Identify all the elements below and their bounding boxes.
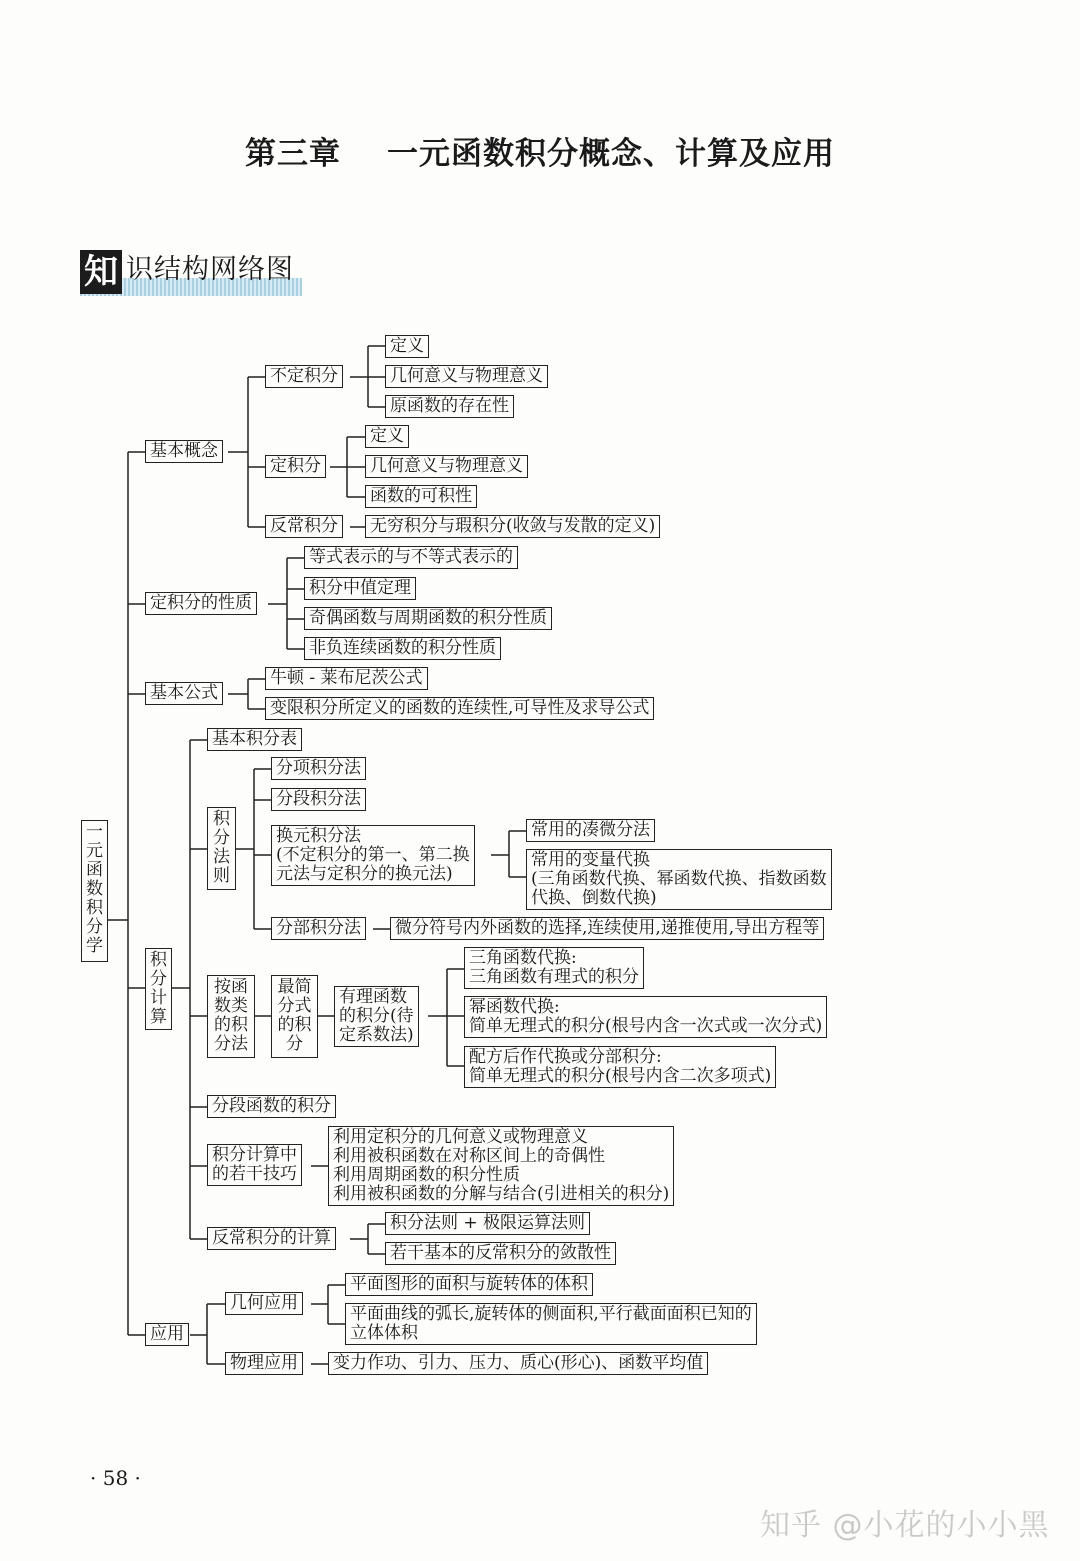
node-application: 应用 — [145, 1323, 189, 1346]
node-power — [464, 996, 827, 1038]
node-simplest: 最简分式的积分 — [271, 975, 318, 1058]
techniques-line-2: 的若干技巧 — [212, 1164, 297, 1184]
node-basic-concepts: 基本概念 — [145, 440, 223, 463]
node-substitution — [271, 825, 475, 886]
node-improper: 反常积分 — [265, 515, 343, 538]
node-improper-calc-1: 积分法则 + 极限运算法则 — [385, 1212, 590, 1235]
complete-square-line-1: 配方后作代换或分部积分: — [469, 1047, 662, 1067]
node-def-geo: 几何意义与物理意义 — [365, 455, 528, 478]
node-newton: 牛顿 - 莱布尼茨公式 — [265, 667, 428, 690]
node-improper-calc: 反常积分的计算 — [207, 1227, 336, 1250]
power-line-2: 简单无理式的积分(根号内含一次式或一次分式) — [469, 1016, 823, 1036]
trig-line-1: 三角函数代换: — [469, 948, 577, 968]
node-term: 分项积分法 — [271, 757, 366, 780]
node-by-class: 按函数类的积分法 — [207, 975, 255, 1058]
node-improper-calc-2: 若干基本的反常积分的敛散性 — [385, 1242, 616, 1265]
node-prop-3: 奇偶函数与周期函数的积分性质 — [304, 607, 552, 630]
techniques-line-1: 积分计算中 — [212, 1145, 297, 1165]
complete-square-line-2: 简单无理式的积分(根号内含二次多项式) — [469, 1066, 772, 1086]
node-indefinite: 不定积分 — [265, 365, 343, 388]
node-segment: 分段积分法 — [271, 788, 366, 811]
common-var-line-2: (三角函数代换、幂函数代换、指数函数 — [531, 869, 827, 889]
node-basic-table: 基本积分表 — [207, 728, 302, 751]
node-calculation: 积分计算 — [145, 948, 172, 1030]
substitution-line-1: 换元积分法 — [276, 826, 361, 846]
technique-3: 利用周期函数的积分性质 — [333, 1165, 520, 1185]
node-parts: 分部积分法 — [271, 917, 366, 940]
power-line-1: 幂函数代换: — [469, 997, 560, 1017]
page-number: · 58 · — [90, 1466, 141, 1490]
watermark: 知乎 @小花的小小黑 — [760, 1508, 1050, 1543]
node-properties: 定积分的性质 — [145, 592, 257, 615]
node-phys-1: 变力作功、引力、压力、质心(形心)、函数平均值 — [328, 1352, 708, 1375]
node-rules: 积分法则 — [207, 807, 236, 890]
node-definite: 定积分 — [265, 455, 326, 478]
node-complete-square — [464, 1046, 776, 1088]
chapter-number: 第三章 — [245, 136, 341, 172]
technique-2: 利用被积函数在对称区间上的奇偶性 — [333, 1146, 605, 1166]
trig-line-2: 三角函数有理式的积分 — [469, 967, 639, 987]
node-prop-2: 积分中值定理 — [304, 577, 416, 600]
node-rational — [334, 986, 419, 1047]
rational-line-3: 定系数法) — [339, 1025, 414, 1045]
node-indef-geo: 几何意义与物理意义 — [385, 365, 548, 388]
rational-line-2: 的积分(待 — [339, 1006, 414, 1026]
node-common-diff: 常用的凑微分法 — [526, 819, 655, 842]
node-def-def: 定义 — [365, 425, 409, 448]
root-node: 一元函数积分学 — [81, 820, 108, 962]
node-geo-2 — [345, 1303, 757, 1345]
technique-4: 利用被积函数的分解与结合(引进相关的积分) — [333, 1184, 670, 1204]
substitution-line-3: 元法与定积分的换元法) — [276, 864, 453, 884]
technique-1: 利用定积分的几何意义或物理意义 — [333, 1127, 588, 1147]
geo-2-line-1: 平面曲线的弧长,旋转体的侧面积,平行截面面积已知的 — [350, 1304, 752, 1324]
common-var-line-3: 代换、倒数代换) — [531, 888, 657, 908]
node-techniques — [207, 1144, 302, 1186]
rational-line-1: 有理函数 — [339, 987, 407, 1007]
node-indef-exist: 原函数的存在性 — [385, 395, 514, 418]
substitution-line-2: (不定积分的第一、第二换 — [276, 845, 470, 865]
node-variable-limit: 变限积分所定义的函数的连续性,可导性及求导公式 — [265, 697, 654, 720]
node-piecewise: 分段函数的积分 — [207, 1095, 336, 1118]
section-first-char: 知 — [80, 250, 122, 294]
node-geo-app: 几何应用 — [225, 1292, 303, 1315]
node-geo-1: 平面图形的面积与旋转体的体积 — [345, 1273, 593, 1296]
section-title-rest: 识结构网络图 — [126, 254, 294, 285]
node-trig — [464, 947, 644, 989]
node-common-var — [526, 849, 832, 910]
node-prop-1: 等式表示的与不等式表示的 — [304, 546, 518, 569]
chapter-name: 一元函数积分概念、计算及应用 — [387, 136, 835, 172]
node-parts-desc: 微分符号内外函数的选择,连续使用,递推使用,导出方程等 — [390, 917, 824, 940]
node-indef-def: 定义 — [385, 335, 429, 358]
common-var-line-1: 常用的变量代换 — [531, 850, 650, 870]
geo-2-line-2: 立体体积 — [350, 1323, 418, 1343]
node-improper-desc: 无穷积分与瑕积分(收敛与发散的定义) — [365, 515, 660, 538]
node-formulas: 基本公式 — [145, 682, 223, 705]
node-phys-app: 物理应用 — [225, 1352, 303, 1375]
node-techniques-list — [328, 1126, 674, 1206]
node-def-integrable: 函数的可积性 — [365, 485, 477, 508]
node-prop-4: 非负连续函数的积分性质 — [304, 637, 501, 660]
